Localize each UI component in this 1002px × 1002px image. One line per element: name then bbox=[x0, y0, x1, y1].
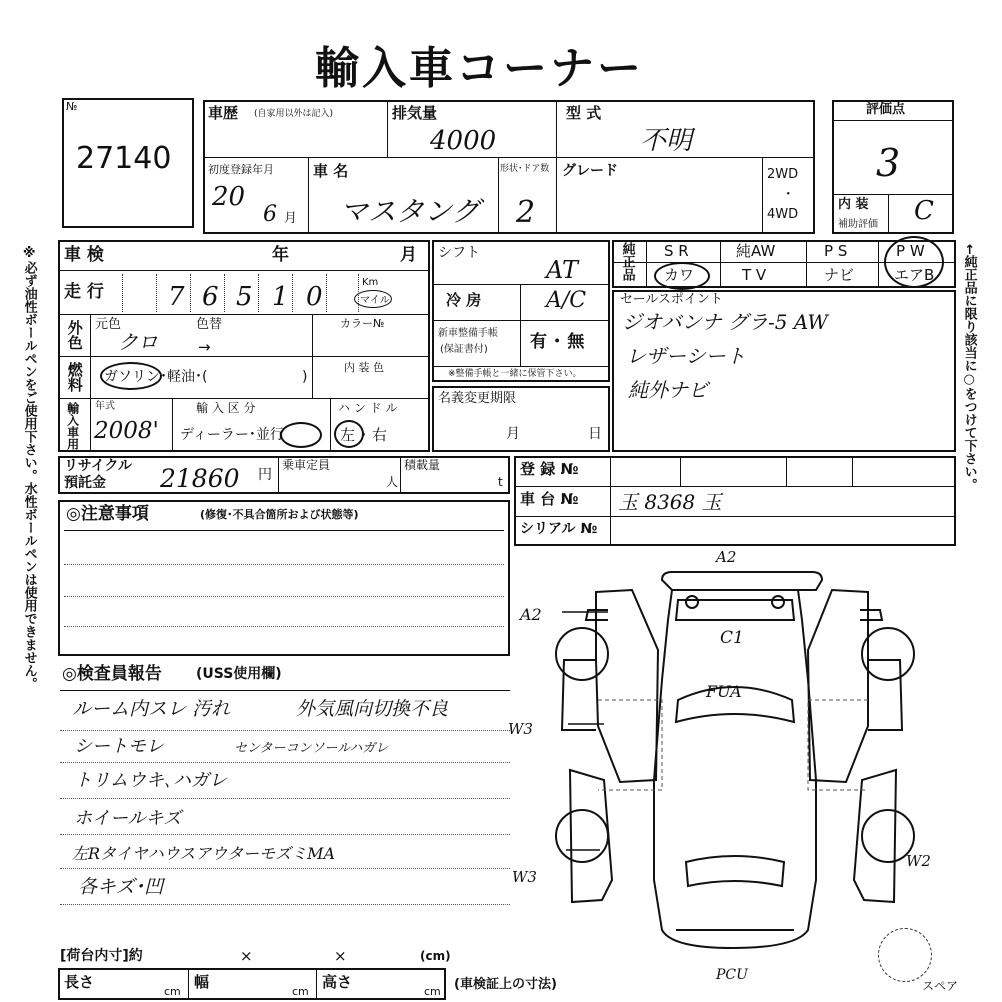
load-unit: t bbox=[498, 475, 503, 489]
cargo-height-label: 高さ bbox=[322, 973, 353, 991]
import-category-label: 輸 入 区 分 bbox=[196, 401, 256, 415]
color-arrow: → bbox=[198, 338, 211, 356]
drive-2wd: 2WD bbox=[767, 167, 799, 182]
inspector-line-5: 左RタイヤハウスアウターモズミMA bbox=[72, 844, 336, 863]
shift-label: シフト bbox=[438, 245, 480, 261]
score-label: 評価点 bbox=[866, 102, 906, 117]
capacity-unit: 人 bbox=[386, 475, 399, 489]
cargo-x1: × bbox=[240, 947, 253, 965]
genuine-jun-aw: 純AW bbox=[736, 242, 776, 260]
genuine-tv: T V bbox=[742, 266, 767, 284]
shaken-month: 月 bbox=[400, 245, 417, 265]
first-reg-year: 20 bbox=[212, 182, 246, 212]
model-type-value: 不明 bbox=[640, 126, 693, 156]
mark-w3a: W3 bbox=[508, 720, 533, 738]
sales-point-line-2: レザーシート bbox=[626, 344, 746, 368]
displacement-value: 4000 bbox=[430, 126, 497, 156]
odometer-digit-1: 7 bbox=[168, 282, 185, 312]
shaken-label: 車 検 bbox=[64, 245, 104, 265]
chassis-no-value: 玉 8368 玉 bbox=[618, 490, 722, 514]
recycle-value: 21860 bbox=[160, 464, 240, 493]
fuel-close: ) bbox=[302, 369, 308, 385]
recycle-label: リサイクル bbox=[64, 458, 133, 474]
score-value: 3 bbox=[876, 141, 901, 185]
record-book-value: 有 ･ 無 bbox=[530, 332, 585, 352]
inspector-sub: (USS使用欄) bbox=[196, 666, 282, 682]
cargo-x2: × bbox=[334, 947, 347, 965]
odometer-digit-5: 0 bbox=[306, 282, 323, 312]
first-reg-month: 6 bbox=[263, 202, 277, 227]
color-value: クロ bbox=[118, 330, 158, 354]
mark-rear: PCU bbox=[716, 967, 748, 983]
inspector-line-4: ホイールキズ bbox=[74, 808, 182, 829]
cargo-width-unit: cm bbox=[292, 985, 309, 998]
import-category: ディーラー･並行 bbox=[180, 427, 284, 443]
odometer-digit-2: 6 bbox=[202, 282, 219, 312]
handle-value: 左 ･ 右 bbox=[340, 426, 388, 444]
odometer-label: 走 行 bbox=[64, 282, 104, 302]
color-code-label: カラー№ bbox=[340, 317, 385, 330]
import-year-label: 年式 bbox=[95, 401, 115, 412]
model-type-label: 型 式 bbox=[566, 104, 602, 122]
genuine-label: 純正品 bbox=[619, 242, 635, 281]
fuel-label: 燃料 bbox=[65, 362, 84, 392]
mark-fua: FUA bbox=[706, 682, 742, 701]
cargo-length-label: 長さ bbox=[64, 973, 95, 991]
grade-label: グレード bbox=[562, 163, 618, 179]
shaken-year: 年 bbox=[272, 245, 289, 265]
capacity-label: 乗車定員 bbox=[282, 458, 331, 472]
aircon-value: A/C bbox=[546, 288, 587, 313]
interior-value: C bbox=[914, 196, 934, 226]
cargo-cm: (cm) bbox=[420, 949, 451, 963]
car-name-label: 車 名 bbox=[313, 162, 349, 180]
inspector-line-3: トリムウキ､ハガレ bbox=[74, 770, 227, 791]
side-note-left: ※必ず油性ボールペンをご使用下さい。水性ボールペンは使用できません。 bbox=[21, 246, 37, 690]
genuine-sr: S R bbox=[664, 242, 689, 260]
name-change-label: 名義変更期限 bbox=[438, 391, 517, 406]
mark-top: A2 bbox=[716, 548, 737, 566]
color-changed-label: 色替 bbox=[196, 317, 223, 332]
first-reg-label: 初度登録年月 bbox=[208, 163, 274, 176]
mark-c1: C1 bbox=[720, 628, 744, 648]
recycle-sub: 預託金 bbox=[64, 475, 106, 491]
cargo-note: (車検証上の寸法) bbox=[454, 977, 557, 992]
interior-sub-label: 補助評価 bbox=[838, 219, 878, 230]
import-car-label: 輸入車用 bbox=[65, 402, 80, 450]
spare-tire-circle bbox=[878, 928, 932, 982]
chassis-no-label: 車 台 № bbox=[520, 490, 579, 508]
inspector-line-1-extra: 外気風向切換不良 bbox=[296, 698, 449, 720]
inspector-line-2: シートモレ bbox=[74, 736, 164, 757]
genuine-navi: ナビ bbox=[824, 266, 855, 284]
load-label: 積載量 bbox=[404, 458, 441, 472]
shift-value: AT bbox=[546, 256, 579, 284]
odometer-unit-km: Km bbox=[362, 277, 379, 288]
inspector-line-6: 各キズ･凹 bbox=[78, 876, 164, 898]
genuine-aircon-b: エアB bbox=[894, 266, 935, 284]
record-book-note: ※整備手帳と一緒に保管下さい。 bbox=[448, 369, 582, 379]
record-book-label: 新車整備手帳 bbox=[438, 328, 498, 339]
cargo-dimension-box bbox=[58, 968, 446, 1000]
inspector-line-2-extra: センターコンソールハガレ bbox=[234, 741, 389, 756]
doors-value: 2 bbox=[516, 195, 536, 230]
interior-label: 内 装 bbox=[838, 197, 869, 212]
reg-no-label: 登 録 № bbox=[520, 460, 579, 478]
spare-label: スペア bbox=[922, 979, 959, 993]
sales-point-label: セールスポイント bbox=[620, 292, 723, 307]
handle-label: ハ ン ド ル bbox=[338, 401, 398, 415]
color-orig-label: 元色 bbox=[95, 317, 122, 332]
lot-prefix: № bbox=[66, 100, 78, 113]
drive-dot: ･ bbox=[785, 187, 792, 202]
aircon-label: 冷 房 bbox=[446, 291, 482, 309]
name-change-day: 日 bbox=[588, 426, 602, 442]
record-book-sub: (保証書付) bbox=[440, 344, 488, 355]
history-note: (自家用以外は記入) bbox=[254, 109, 334, 119]
car-name-value: マスタング bbox=[340, 195, 480, 228]
mark-w2: W2 bbox=[906, 852, 931, 870]
genuine-ps: P S bbox=[824, 242, 848, 260]
name-change-month: 月 bbox=[506, 426, 520, 442]
notes-title: ◎注意事項 bbox=[66, 504, 149, 524]
cargo-label: [荷台内寸]約 bbox=[60, 948, 143, 964]
fuel-options: ガソリン･軽油･( bbox=[104, 369, 208, 385]
first-reg-month-unit: 月 bbox=[284, 211, 298, 226]
doors-label: 形状･ドア数 bbox=[500, 164, 550, 174]
import-year: 2008' bbox=[94, 418, 159, 444]
drive-4wd: 4WD bbox=[767, 207, 799, 222]
side-note-right: ←純正品に限り該当に○をつけて下さい。 bbox=[961, 244, 977, 491]
odometer-unit-mile: マイル bbox=[360, 295, 390, 306]
inspector-title: ◎検査員報告 bbox=[62, 664, 162, 684]
lot-number: 27140 bbox=[76, 141, 172, 176]
recycle-unit: 円 bbox=[258, 467, 272, 483]
car-damage-diagram bbox=[512, 550, 952, 970]
page-title: 輸入車コーナー bbox=[315, 43, 644, 94]
sales-point-line-3: 純外ナビ bbox=[628, 378, 708, 402]
cargo-width-label: 幅 bbox=[194, 973, 210, 991]
mark-w3b: W3 bbox=[512, 868, 537, 886]
displacement-label: 排気量 bbox=[392, 104, 438, 122]
interior-color-label: 内 装 色 bbox=[344, 361, 384, 374]
serial-no-label: シリアル № bbox=[520, 521, 598, 537]
notes-sub: (修復･不具合箇所および状態等) bbox=[200, 508, 359, 521]
history-label: 車歴 bbox=[208, 104, 239, 122]
sales-point-line-1: ジオバンナ グラ-5 AW bbox=[622, 310, 828, 334]
genuine-pw: P W bbox=[896, 242, 925, 260]
cargo-length-unit: cm bbox=[164, 985, 181, 998]
odometer-digit-4: 1 bbox=[272, 282, 289, 312]
inspector-line-1: ルーム内スレ 汚れ bbox=[72, 698, 231, 720]
cargo-height-unit: cm bbox=[424, 985, 441, 998]
odometer-digit-3: 5 bbox=[236, 282, 253, 312]
color-label: 外色 bbox=[65, 320, 84, 350]
genuine-kawa: カワ bbox=[664, 266, 695, 284]
mark-fender: A2 bbox=[520, 605, 542, 624]
